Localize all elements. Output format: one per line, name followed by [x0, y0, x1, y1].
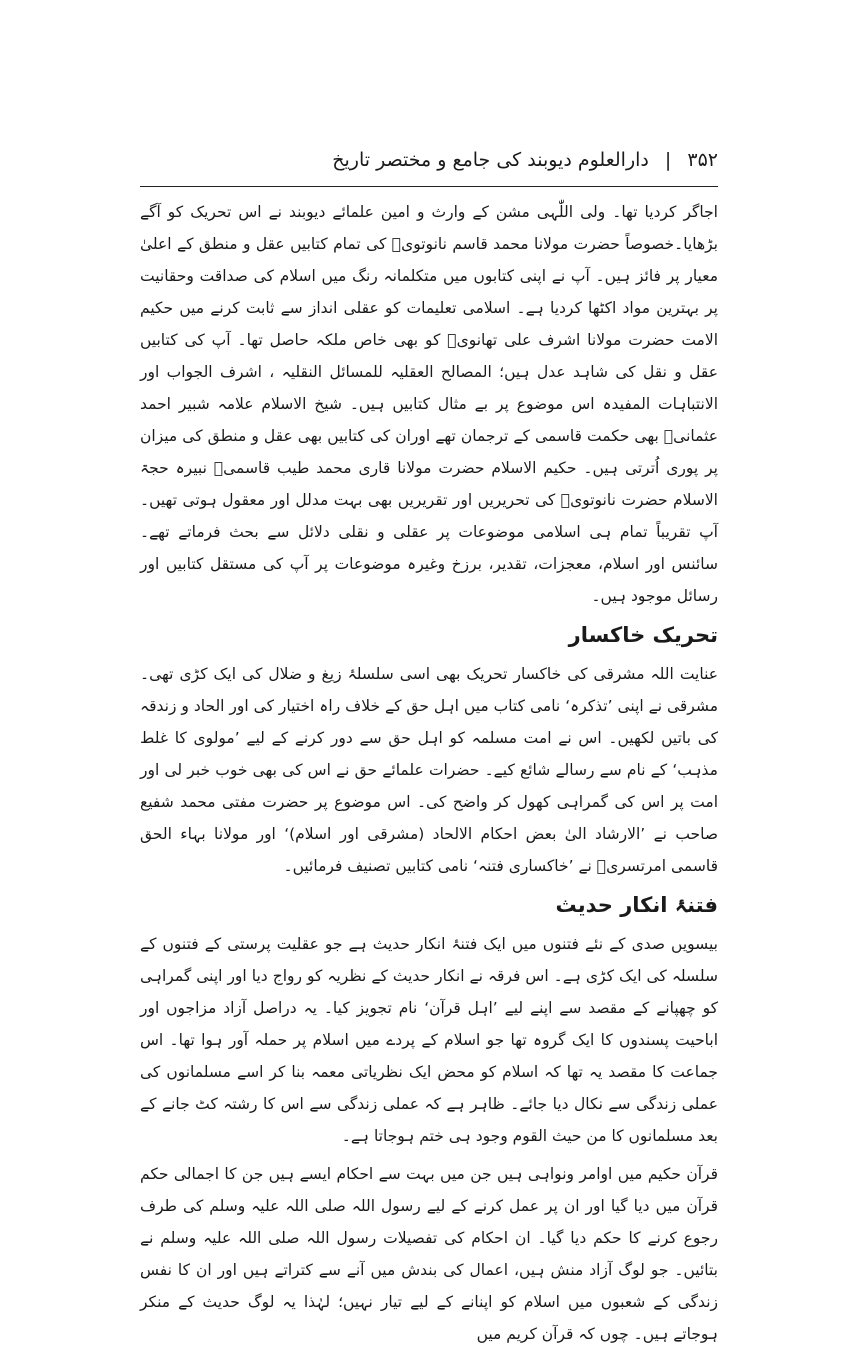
heading-tehreek-khaksar: تحریک خاکسار [568, 623, 718, 647]
header-separator: | [664, 149, 672, 171]
paragraph-inkar-hadith-2: قرآن حکیم میں اوامر ونواہی ہیں جن میں بہت سے احکام ایسے ہیں جن کا اجمالی حکم قرآن میں دیا گیا اور ان پر عمل کرنے کے لیے رسول اللہ صلی اللہ علیہ وسلم کی طرف رجوع کرنے کا حکم دیا گیا۔ ان احکام کی تفصیلات رسول اللہ صلی اللہ علیہ وسلم نے بتائیں۔ جو لوگ آزاد منش ہیں، اعمال کی بندش میں آنے سے کتراتے ہیں اور ان کا نفس زندگی کے شعبوں میں اسلام کو اپنانے کے لیے تیار نہیں؛ لہٰذا یہ لوگ حدیث کے منکر ہوجاتے ہیں۔ چوں کہ قرآن کریم میں [140, 1165, 718, 1343]
heading-fitna-inkar-hadith: فتنۂ انکار حدیث [555, 893, 718, 917]
header-rule [140, 186, 718, 187]
running-header [140, 140, 718, 180]
paragraph-khaksar: عنایت اللہ مشرقی کی خاکسار تحریک بھی اسی سلسلۂ زیغ و ضلال کی ایک کڑی تھی۔ مشرقی نے اپنی ’تذکرہ‘ نامی کتاب میں اہل حق کے خلاف راہ اختیار کی اور الحاد و زندقہ کی باتیں لکھیں۔ اس نے امت مسلمہ کو اہل حق سے دور کرنے کے لیے ’مولوی کا غلط مذہب‘ کے نام سے رسالے شائع کیے۔ حضرات علمائے حق نے اس کی بھی خوب خبر لی اور امت پر اس کی گمراہی کھول کر واضح کی۔ اس موضوع پر حضرت مفتی محمد شفیع صاحب نے ’الارشاد الیٰ بعض احکام الالحاد (مشرقی اور اسلام)‘ اور مولانا بہاء الحق قاسمی امرتسریؒ نے ’خاکساری فتنہ‘ نامی کتابیں تصنیف فرمائیں۔ [140, 665, 718, 875]
page-number: ۳۵۲ [687, 149, 718, 171]
paragraph-inkar-hadith-1: بیسویں صدی کے نئے فتنوں میں ایک فتنۂ انکار حدیث ہے جو عقلیت پرستی کے فتنوں کے سلسلہ کی ایک کڑی ہے۔ اس فرقہ نے انکار حدیث کے نظریہ کو رواج دیا اور اپنی گمراہی کو چھپانے کے مقصد سے اپنے لیے ’اہل قرآن‘ نام تجویز کیا۔ یہ دراصل آزاد مزاجوں اور اباحیت پسندوں کا ایک گروہ تھا جو اسلام کے پردے میں اسلام پر حملہ آور ہوا تھا۔ اس جماعت کا مقصد یہ تھا کہ اسلام کو محض ایک نظریاتی معمہ بنا کر اسے مسلمانوں کی عملی زندگی سے نکال دیا جائے۔ ظاہر ہے کہ عملی زندگی سے اس کا رشتہ کٹ جانے کے بعد مسلمانوں کا من حیث القوم وجود ہی ختم ہوجاتا ہے۔ [140, 935, 718, 1145]
paragraph-intro: اجاگر کردیا تھا۔ ولی اللّٰہی مشن کے وارث و امین علمائے دیوبند نے اس تحریک کو آگے بڑھایا۔خصوصاً حضرت مولانا محمد قاسم نانوتویؒ کی تمام کتابیں عقل و منطق کے اعلیٰ معیار پر فائز ہیں۔ آپ نے اپنی کتابوں میں متکلمانہ رنگ میں اسلام کی صداقت وحقانیت پر بہترین مواد اکٹھا کردیا ہے۔ اسلامی تعلیمات کو عقلی انداز سے ثابت کرنے میں حکیم الامت حضرت مولانا اشرف علی تھانویؒ کو بھی خاص ملکہ حاصل تھا۔ آپ کی کتابیں عقل و نقل کی شاہد عدل ہیں؛ المصالح العقلیہ للمسائل النقلیہ ، اشرف الجواب اور الانتباہات المفیدہ اس موضوع پر بے مثال کتابیں ہیں۔ شیخ الاسلام علامہ شبیر احمد عثمانیؒ بھی حکمت قاسمی کے ترجمان تھے اوران کی کتابیں بھی عقل و منطق کی میزان پر پوری اُترتی ہیں۔ حکیم الاسلام حضرت مولانا قاری محمد طیب قاسمیؒ نبیرہ حجۃ الاسلام حضرت نانوتویؒ کی تحریریں اور تقریریں بھی بہت مدلل اور معقول ہوتی تھیں۔ آپ تقریباً تمام ہی اسلامی موضوعات پر عقلی و نقلی دلائل سے بحث فرماتے تھے۔ سائنس اور اسلام، معجزات، تقدیر، برزخ وغیرہ موضوعات پر آپ کی مستقل کتابیں اور رسائل موجود ہیں۔ [140, 203, 718, 605]
book-title: دارالعلوم دیوبند کی جامع و مختصر تاریخ [332, 149, 649, 171]
page-body [140, 196, 718, 1356]
